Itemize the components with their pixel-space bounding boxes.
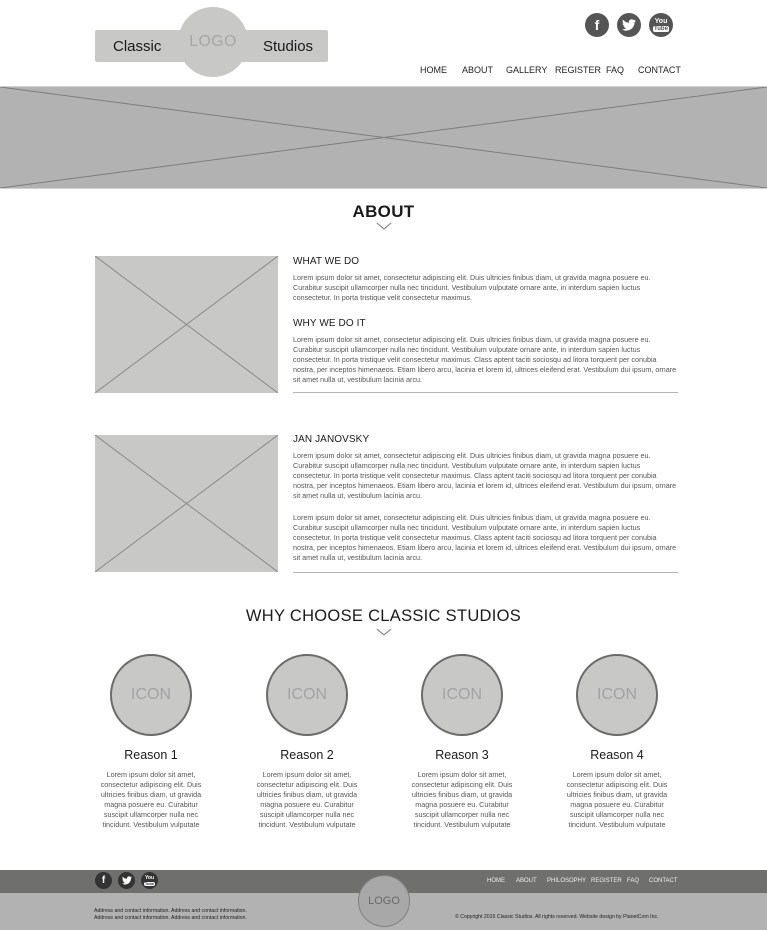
nav-faq[interactable]: FAQ: [606, 65, 625, 75]
footer-nav-home[interactable]: HOME: [487, 878, 505, 884]
block-heading: WHAT WE DO: [293, 256, 360, 267]
footer-nav-philosophy[interactable]: PHILOSOPHY: [547, 878, 587, 884]
facebook-icon[interactable]: f: [585, 13, 609, 37]
block-text: Lorem ipsum dolor sit amet, consectetur adipiscing elit. Duis ultricies finibus diam, ut gravida magna posuere eu. Curabitur suscipit ullamcorper nulla nec tincidunt. Vestibulum vulputate ornare ante, in interdum sapien luctus consectetur. In porta tristique velit consectetur maximus. Class aptent taciti sociosqu ad litora torquent per conubia nostra, per inceptos himenaeos. Etiam libero arcu, lacinia et lorem id, ultrices eleifend erat. Vestibulum dui ipsum, ornare sit amet nulla ut, vestibulum lacinia arcu.: [293, 513, 677, 562]
why-choose-title: WHY CHOOSE CLASSIC STUDIOS: [245, 607, 522, 625]
block-heading: WHY WE DO IT: [293, 318, 366, 329]
reason-text: Lorem ipsum dolor sit amet, consectetur adipiscing elit. Duis ultricies finibus diam, ut gravida magna posuere eu. Curabitur suscipit ullamcorper nulla nec tincidunt. Vestibulum vulputate: [566, 770, 668, 829]
footer-social-links: [95, 872, 158, 889]
reason-text: Lorem ipsum dolor sit amet, consectetur adipiscing elit. Duis ultricies finibus diam, ut gravida magna posuere eu. Curabitur suscipit ullamcorper nulla nec tincidunt. Vestibulum vulputate: [411, 770, 513, 829]
footer-nav-about[interactable]: ABOUT: [516, 878, 537, 884]
reason-card-1: [91, 654, 211, 830]
about-title: ABOUT: [352, 202, 415, 221]
chevron-down-icon: [376, 628, 392, 637]
logo-text: LOGO: [189, 33, 237, 50]
header-social-links: [585, 13, 673, 37]
reason-title: Reason 4: [590, 748, 644, 762]
footer-logo[interactable]: LOGO: [358, 875, 410, 927]
chevron-down-icon: [376, 222, 392, 231]
logo-circle[interactable]: [178, 7, 248, 77]
nav-about[interactable]: ABOUT: [462, 65, 494, 75]
reason-card-2: [247, 654, 367, 830]
footer-nav: [487, 878, 678, 884]
divider: [293, 572, 678, 573]
twitter-icon[interactable]: [118, 872, 135, 889]
footer-nav-contact[interactable]: CONTACT: [649, 878, 678, 884]
reason-card-3: [402, 654, 522, 830]
nav-register[interactable]: REGISTER: [555, 65, 602, 75]
nav-home[interactable]: HOME: [420, 65, 447, 75]
block-text: Lorem ipsum dolor sit amet, consectetur adipiscing elit. Duis ultricies finibus diam, ut gravida magna posuere eu. Curabitur suscipit ullamcorper nulla nec tincidunt. Vestibulum vulputate ornare ante, in interdum sapien luctus consectetur. In porta tristique velit consectetur maximus. Class aptent taciti sociosqu ad litora torquent per conubia nostra, per inceptos himenaeos. Etiam libero arcu, lacinia et lorem id, ultrices eleifend erat. Vestibulum dui ipsum, ornare sit amet nulla ut, vestibulum lacinia arcu.: [293, 335, 677, 384]
about-block-why-we-do-it: [293, 318, 678, 385]
reason-title: Reason 2: [280, 748, 334, 762]
footer-address: Address and contact information. Address and contact information. Address and contact information. Address and contact information.: [94, 908, 247, 921]
youtube-icon[interactable]: You Tube: [141, 872, 158, 889]
reason-title: Reason 3: [435, 748, 489, 762]
footer-nav-faq[interactable]: FAQ: [627, 878, 640, 884]
twitter-icon[interactable]: [617, 13, 641, 37]
reason-icon-placeholder: ICON: [576, 654, 658, 736]
reason-icon-placeholder: ICON: [421, 654, 503, 736]
nav-gallery[interactable]: GALLERY: [506, 65, 548, 75]
footer-nav-register[interactable]: REGISTER: [591, 878, 622, 884]
reason-text: Lorem ipsum dolor sit amet, consectetur adipiscing elit. Duis ultricies finibus diam, ut gravida magna posuere eu. Curabitur suscipit ullamcorper nulla nec tincidunt. Vestibulum vulputate: [100, 770, 202, 829]
about-image-placeholder-2: [95, 435, 278, 572]
reason-card-4: [557, 654, 677, 830]
hero-image-placeholder: [0, 86, 767, 189]
about-block-bio-continued: [293, 513, 678, 563]
nav-contact[interactable]: CONTACT: [638, 65, 681, 75]
block-heading: JAN JANOVSKY: [293, 434, 370, 445]
footer-copyright: © Copyright 2015 Classic Studios. All rights reserved. Website design by PlanetCom Inc.: [455, 914, 659, 920]
reason-icon-placeholder: ICON: [110, 654, 192, 736]
logo-word-classic: Classic: [113, 38, 162, 55]
about-block-what-we-do: [293, 256, 678, 303]
reason-icon-placeholder: ICON: [266, 654, 348, 736]
youtube-icon[interactable]: You Tube: [649, 13, 673, 37]
placeholder-cross-icon: [95, 435, 278, 572]
reason-text: Lorem ipsum dolor sit amet, consectetur adipiscing elit. Duis ultricies finibus diam, ut gravida magna posuere eu. Curabitur suscipit ullamcorper nulla nec tincidunt. Vestibulum vulputate: [256, 770, 358, 829]
block-text: Lorem ipsum dolor sit amet, consectetur adipiscing elit. Duis ultricies finibus diam, ut gravida magna posuere eu. Curabitur suscipit ullamcorper nulla nec tincidunt. Vestibulum vulputate ornare ante, in interdum sapien luctus consectetur. In porta tristique velit consectetur maximus.: [293, 273, 651, 302]
facebook-icon[interactable]: f: [95, 872, 112, 889]
main-nav: [420, 65, 681, 75]
reason-title: Reason 1: [124, 748, 178, 762]
divider: [293, 392, 678, 393]
about-block-jan-janovsky: [293, 434, 678, 501]
logo-word-studios: Studios: [263, 38, 314, 55]
block-text: Lorem ipsum dolor sit amet, consectetur adipiscing elit. Duis ultricies finibus diam, ut gravida magna posuere eu. Curabitur suscipit ullamcorper nulla nec tincidunt. Vestibulum vulputate ornare ante, in interdum sapien luctus consectetur. In porta tristique velit consectetur maximus. Class aptent taciti sociosqu ad litora torquent per conubia nostra, per inceptos himenaeos. Etiam libero arcu, lacinia et lorem id, ultrices eleifend erat. Vestibulum dui ipsum, ornare sit amet nulla ut, vestibulum lacinia arcu.: [293, 451, 677, 500]
placeholder-cross-icon: [95, 256, 278, 393]
about-image-placeholder-1: [95, 256, 278, 393]
placeholder-cross-icon: [0, 87, 767, 188]
twitter-bird-icon: [622, 19, 636, 31]
twitter-bird-icon: [122, 876, 132, 885]
